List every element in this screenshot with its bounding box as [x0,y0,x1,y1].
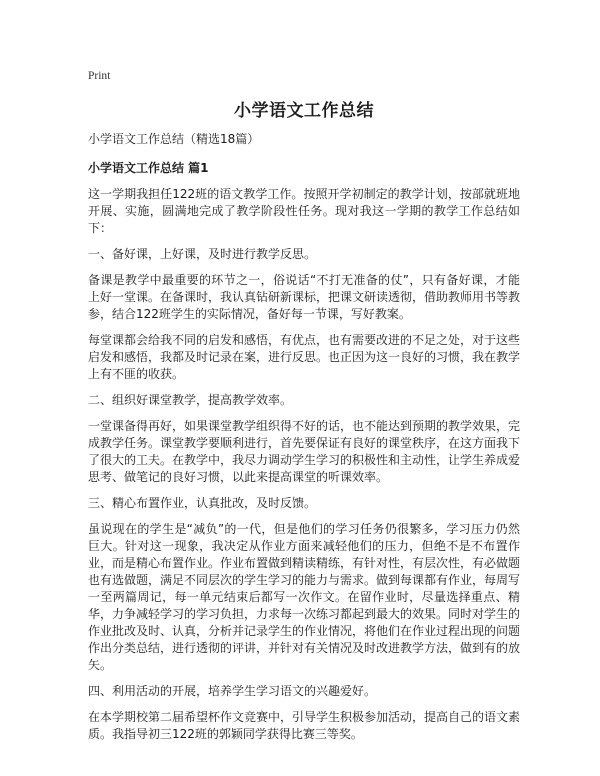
heading-2: 二、组织好课堂教学，提高教学效率。 [88,393,293,407]
paragraph-3: 虽说现在的学生是“减负”的一代，但是他们的学习任务仍很繁多，学习压力仍然巨大。针对这一现象，我决定从作业方面来减轻他们的压力，但绝不是不布置作业，而是精心布置作业。作业布置做到精读精练，有针对性，有层次性，有必做题也有选做题，满足不同层次的学生学习的能力与需求。做到每课都有作业，每周写一至两篇周记，每一单元结束后都写一次作文。在留作业时，尽量选择重点、精华，力争减轻学习的学习负担，力求每一次练习都起到最大的效果。同时对学生的作业批改及时、认真，分析并记录学生的作业情况，将他们在作业过程出现的问题作出分类总结，进行透彻的评讲，并针对有关情况及时改进教学方法，做到有的放矢。 [88,522,521,672]
paragraph-2: 一堂课备得再好，如果课堂教学组织得不好的话，也不能达到预期的教学效果，完成教学任务。课堂教学要顺利进行，首先要保证有良好的课堂秩序，在这方面我下了很大的工夫。在教学中，我尽力调动学生学习的积极性和主动性，让学生养成爱思考、做笔记的良好习惯，以此来提高课堂的听课效率。 [88,419,521,484]
heading-4: 四、利用活动的开展，培养学生学习语文的兴趣爱好。 [88,684,377,698]
paragraph-4: 在本学期校第二届希望杯作文竞赛中，引导学生积极参加活动，提高自己的语文素质。我指导初三122班的郭颖同学获得比赛三等奖。 [88,710,521,741]
paragraph-1a: 备课是教学中最重要的环节之一，俗说话“不打无准备的仗”，只有备好课，才能上好一堂课。在备课时，我认真钻研新课标，把课文研读透彻，借助教师用书等教参，结合122班学生的实际情况，备好每一节课，写好教案。 [88,273,521,321]
paragraph-intro: 这一学期我担任122班的语文教学工作。按照开学初制定的教学计划，按部就班地开展、实施，圆满地完成了教学阶段性任务。现对我这一学期的教学工作总结如下： [88,187,520,235]
subtitle: 小学语文工作总结（精选18篇） [88,132,260,146]
print-link[interactable]: Print [88,70,111,82]
paragraph-1b: 每堂课都会给我不同的启发和感悟，有优点，也有需要改进的不足之处，对于这些启发和感悟，我都及时记录在案，进行反思。也正因为这一良好的习惯，我在教学上有不匪的收获。 [88,333,521,381]
document-title: 小学语文工作总结 [234,101,374,121]
heading-1: 一、备好课，上好课，及时进行教学反思。 [88,247,317,261]
document-body [88,131,520,752]
section-title: 小学语文工作总结 篇1 [88,161,209,175]
heading-3: 三、精心布置作业，认真批改，及时反馈。 [88,496,317,510]
